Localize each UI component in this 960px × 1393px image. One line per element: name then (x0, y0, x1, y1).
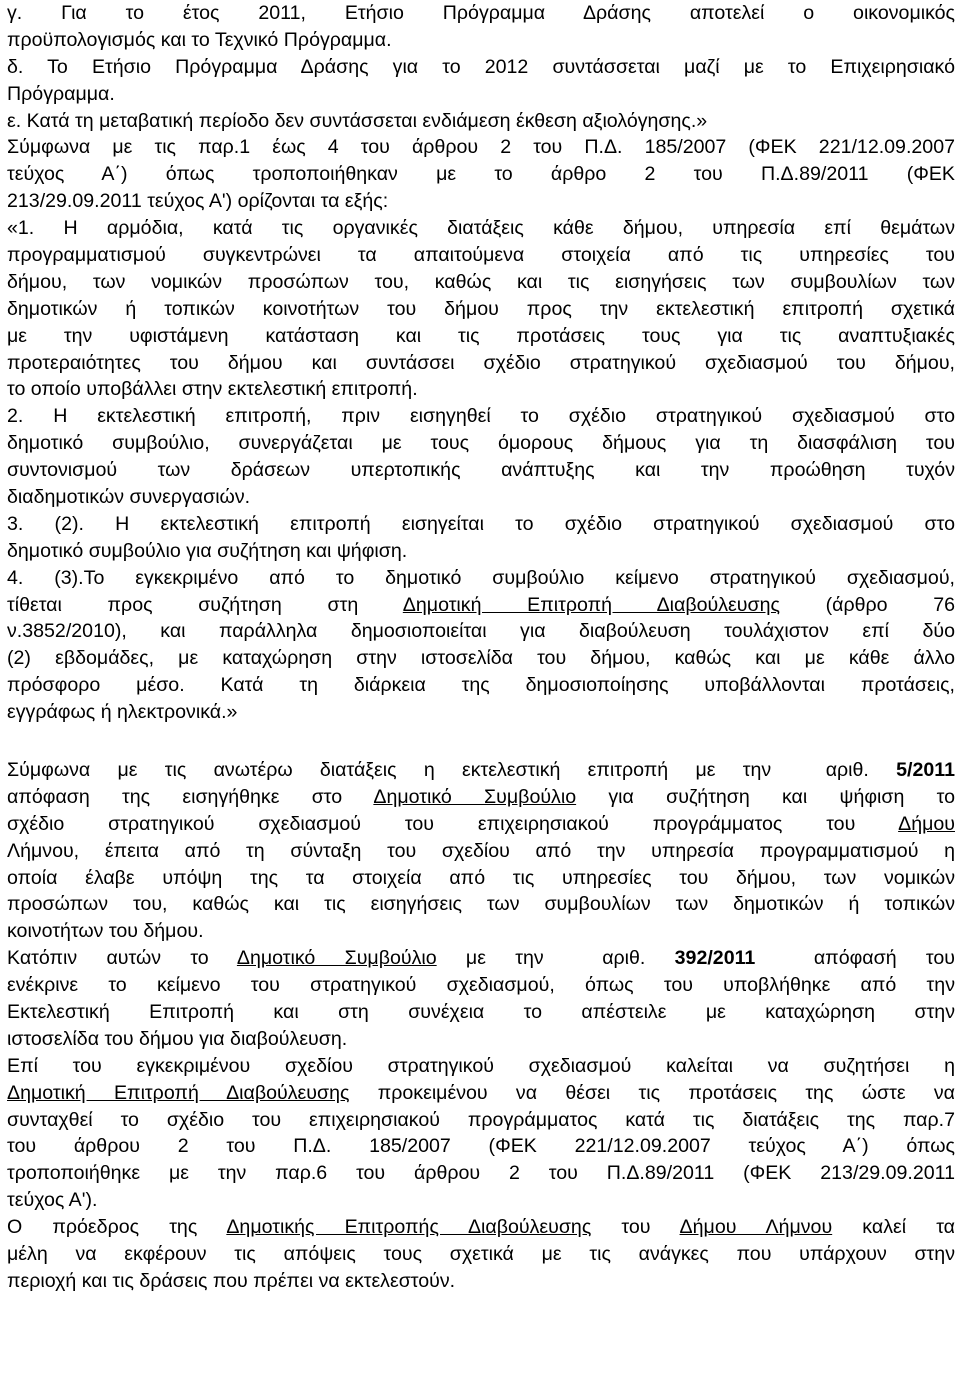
document-page (7, 0, 955, 1295)
text-line (7, 592, 955, 619)
text-line: δ. Το Ετήσιο Πρόγραμμα Δράσης για το 2012 συντάσσεται μαζί με το Επιχειρησιακό (7, 55, 955, 78)
committee-name: Δημοτικής Επιτροπής Διαβούλευσης (226, 1216, 592, 1239)
text-line (7, 784, 955, 811)
text-line: με την υφιστάμενη κατάσταση και τις προτάσεις τους για τις αναπτυξιακές (7, 324, 955, 347)
text-line: Λήμνου, έπειτα από τη σύνταξη του σχεδίου από την υπηρεσία προγραμματισμού η (7, 839, 955, 862)
text-run: για συζήτηση και ψήφιση το (576, 785, 956, 808)
council-name: Δημοτικό Συμβούλιο (236, 947, 437, 970)
text-line: 213/29.09.2011 τεύχος Α') ορίζονται τα εξής: (7, 190, 389, 213)
text-line: συντονισμού των δράσεων υπερτοπικής ανάπτυξης και την προώθηση τυχόν (7, 459, 955, 482)
text-line: «1. Η αρμόδια, κατά τις οργανικές διατάξεις κάθε δήμου, υπηρεσία επί θεμάτων (7, 217, 955, 240)
text-line: ενέκρινε το κείμενο του στρατηγικού σχεδιασμού, όπως του υποβλήθηκε από την (7, 974, 955, 997)
text-line (7, 1080, 955, 1107)
text-line: μέλη να εκφέρουν τις απόψεις τους σχετικά με τις ανάγκες που υπάρχουν στην (7, 1242, 955, 1265)
text-run: σχέδιο στρατηγικού σχεδιασμού του επιχειρησιακού προγράμματος του (7, 812, 899, 835)
text-line: εγγράφως ή ηλεκτρονικά.» (7, 701, 238, 724)
text-run: Κατόπιν αυτών το (7, 947, 237, 970)
text-line: τεύχος Α΄) όπως τροποποιήθηκαν με το άρθρο 2 του Π.Δ.89/2011 (ΦΕΚ (7, 163, 955, 186)
text-line (7, 757, 955, 784)
text-line: προγραμματισμού συγκεντρώνει τα απαιτούμενα στοιχεία από τις υπηρεσίες του (7, 244, 955, 267)
text-line: Επί του εγκεκριμένου σχεδίου στρατηγικού σχεδιασμού καλείται να συζητήσει η (7, 1054, 955, 1077)
text-line: προσώπων του, καθώς και τις εισηγήσεις των συμβουλίων των δημοτικών ή τοπικών (7, 893, 955, 916)
text-line (7, 945, 955, 972)
text-line: δημοτικό συμβούλιο για συζήτηση και ψήφιση. (7, 539, 408, 562)
text-run: προκειμένου να θέσει τις προτάσεις της ώστε να (349, 1081, 956, 1104)
text-line: γ. Για το έτος 2011, Ετήσιο Πρόγραμμα Δράσης αποτελεί ο οικονομικός (7, 2, 955, 24)
text-line: προϋπολογισμός και το Τεχνικό Πρόγραμμα. (7, 28, 392, 51)
paragraph-spacer (7, 726, 955, 753)
text-line: δημοτικό συμβούλιο, συνεργάζεται με τους όμορους δήμους για τη διασφάλιση του (7, 432, 955, 455)
text-line: Πρόγραμμα. (7, 82, 115, 105)
committee-name: Δημοτική Επιτροπή Διαβούλευσης (7, 1081, 350, 1104)
municipality-name: Δήμου (898, 812, 955, 835)
text-run: Ο πρόεδρος της (7, 1216, 227, 1239)
text-line: 2. Η εκτελεστική επιτροπή, πριν εισηγηθεί το σχέδιο στρατηγικού σχεδιασμού στο (7, 405, 955, 428)
text-line: ν.3852/2010), και παράλληλα δημοσιοποιείται για διαβούλευση τουλάχιστον επί δύο (7, 620, 955, 643)
council-name: Δημοτικό Συμβούλιο (373, 785, 577, 808)
text-run: τίθεται προς συζήτηση στη (7, 593, 403, 616)
text-line: ιστοσελίδα του δήμου για διαβούλευση. (7, 1027, 348, 1050)
text-run: απόφασή του (755, 947, 955, 970)
decision-number: 5/2011 (896, 758, 955, 781)
text-line: του άρθρου 2 του Π.Δ. 185/2007 (ΦΕΚ 221/12.09.2007 τεύχος Α΄) όπως (7, 1135, 955, 1158)
text-line: πρόσφορο μέσο. Κατά τη διάρκεια της δημοσιοποίησης υποβάλλονται προτάσεις, (7, 674, 955, 697)
text-line: συνταχθεί το σχέδιο του επιχειρησιακού προγράμματος κατά τις διατάξεις της παρ.7 (7, 1108, 955, 1131)
text-run: (άρθρο 76 (779, 593, 955, 616)
text-line: περιοχή και τις δράσεις που πρέπει να εκτελεστούν. (7, 1269, 456, 1292)
text-line: 4. (3).Το εγκεκριμένο από το δημοτικό συμβούλιο κείμενο στρατηγικού σχεδιασμού, (7, 566, 955, 589)
text-run: καλεί τα (832, 1216, 955, 1239)
text-line: τροποποιήθηκε με την παρ.6 του άρθρου 2 του Π.Δ.89/2011 (ΦΕΚ 213/29.09.2011 (7, 1162, 955, 1185)
text-run: με την αριθ. (436, 947, 675, 970)
municipality-name: Δήμου Λήμνου (679, 1216, 833, 1239)
text-run: Σύμφωνα με τις ανωτέρω διατάξεις η εκτελεστική επιτροπή με την αριθ. (7, 758, 897, 781)
text-run: του (591, 1216, 680, 1239)
text-run: απόφαση της εισηγήθηκε στο (7, 785, 374, 808)
text-line (7, 1214, 955, 1241)
text-line: Σύμφωνα με τις παρ.1 έως 4 του άρθρου 2 του Π.Δ. 185/2007 (ΦΕΚ 221/12.09.2007 (7, 136, 955, 159)
text-line: Εκτελεστική Επιτροπή και στη συνέχεια το απέστειλε με καταχώρηση στην (7, 1000, 955, 1023)
text-line: (2) εβδομάδες, με καταχώρηση στην ιστοσελίδα του δήμου, καθώς και με κάθε άλλο (7, 647, 955, 670)
text-line: δήμου, των νομικών προσώπων του, καθώς και τις εισηγήσεις των συμβουλίων των (7, 270, 955, 293)
text-line: 3. (2). Η εκτελεστική επιτροπή εισηγείται το σχέδιο στρατηγικού σχεδιασμού στο (7, 512, 955, 535)
text-line: ε. Κατά τη μεταβατική περίοδο δεν συντάσσεται ενδιάμεση έκθεση αξιολόγησης.» (7, 109, 708, 132)
text-line: τεύχος Α'). (7, 1189, 98, 1212)
text-line (7, 811, 955, 838)
text-line: δημοτικών ή τοπικών κοινοτήτων του δήμου προς την εκτελεστική επιτροπή σχετικά (7, 297, 955, 320)
text-line: προτεραιότητες του δήμου και συντάσσει σχέδιο στρατηγικού σχεδιασμού του δήμου, (7, 351, 955, 374)
committee-name: Δημοτική Επιτροπή Διαβούλευσης (402, 593, 780, 616)
text-line: οποία έλαβε υπόψη της τα στοιχεία από τις υπηρεσίες του δήμου, των νομικών (7, 866, 955, 889)
text-line: το οποίο υποβάλλει στην εκτελεστική επιτροπή. (7, 378, 418, 401)
text-line: κοινοτήτων του δήμου. (7, 920, 204, 943)
text-line: διαδημοτικών συνεργασιών. (7, 486, 251, 509)
decision-number: 392/2011 (674, 947, 756, 970)
